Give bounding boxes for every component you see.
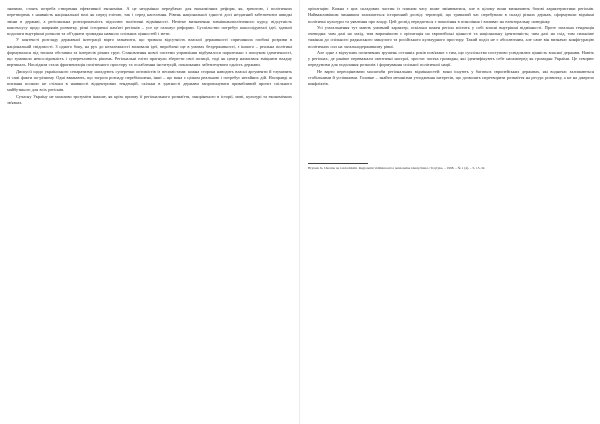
- right-page: [300, 0, 600, 424]
- paragraph: У контексті розгляду державної інтеграції варто зазначити, що тривала відсутність власної державності спричинила глибокі розриви в національній свідомості. З одного боку, на рух до незалежності впливали ідеї, вироблені ще в умовах бездержавності, з іншого – реальна політика формувалася під тиском обставин та інтересів різних груп. Становлення нової системи управління відбувалося паралельно з пошуком ідентичності, що зумовило непослідовність і суперечливість рішень. Регіональні еліти прагнули зберегти свої позиції, тоді як центр намагався зміцнити владну вертикаль. Наслідком стала фрагментація політичного простору та ослаблення інституцій, покликаних забезпечувати єдність держави.: [7, 37, 292, 68]
- paragraph: Дискусії щодо українського сепаратизму нагадують суперечки оптимістів із песимістами: кожна сторона наводить власні аргументи й тлумачить ті самі факти по-різному. Одні вважають, що загроза розпаду перебільшена, інші – що вона є цілком реальною і потребує негайних дій. Насправді ж питання полягає не стільки в наявності відцентрових тенденцій, скільки в здатності держави запропонувати привабливий проєкт спільного майбутнього для всіх регіонів.: [7, 68, 292, 93]
- footnote: Hrytsak Ja. Ukraina na rozdorizhzhi. Regionalni vidminnosti ta natsionalna identychnist // Krytyka. – 1998. – № 1 (4). – S. 13–32.: [308, 166, 486, 171]
- paragraph: значимо, стоять потреба створення ефективної економіки. А це неодмінно передбачає для економічних реформ, як, зрештою, і політичних перетворень є наявність національної волі як перед елітою, так і серед населення. Рівень національної єдності досі нездатний забезпечити швидкі зміни в державі, а регіональна розпорошеність підсилює політичні відмінності. Нечітке визначення зовнішньополітичного курсу, відсутність консенсусу щодо напрямів розвитку, різні історичні пам'яті регіонів – усе це гальмує реформи. Суспільство потребує консолідуючої ідеї, здатної подолати внутрішні розколи та об'єднати громадян навколо спільних цінностей і мети.: [7, 6, 292, 36]
- footnote-rule: [308, 163, 368, 164]
- paragraph: Усі узагальнення тут мають умовний характер, оскільки кожен регіон містить у собі власні внутрішні відмінності. Проте загальна тенденція очевидна: чим далі на захід, тим виразнішою є орієнтація на європейські цінності та національну ідентичність; чим далі на схід, тим сильніше тяжіння до спільного радянського минулого та російського культурного простору. Такий поділ не є абсолютним, але саме він визначає конфігурацію політичних сил на загальнодержавному рівні.: [308, 24, 594, 49]
- paragraph: Сучасну Україну не можливо зрозуміти інакше, як крізь призму її регіонального розмаїття, закоріненого в історії, мові, культурі та економічних зв'язках.: [7, 93, 292, 105]
- paragraph: Але одне з відчутних позитивних зрушень останніх років пов'язане з тим, що суспільство поступово усвідомлює цінність власної держави. Навіть у регіонах, де раніше переважали скептичні настрої, зростає частка громадян, які ідентифікують себе насамперед як громадян України. Це створює передумови для подолання розколів і формування спільної політичної нації.: [308, 49, 594, 68]
- paragraph: Не варто переоцінювати масштаби регіональних відмінностей: вони існують у багатьох європейських державах, які водночас залишаються стабільними й успішними. Головне – знайти механізми узгодження інтересів, що дозволять перетворити розмаїття на ресурс розвитку, а не на джерело конфліктів.: [308, 68, 594, 86]
- paragraph: орієнтацію. Кожна з цих складових частин із плином часу може змінюватися, але в цілому вони визначають базові характеристики регіонів. Найважливішим чинником залишається історичний досвід: території, що тривалий час перебували в складі різних держав, сформували відмінні політичні культури та уявлення про владу. Цей досвід передається з покоління в покоління і впливає на електоральну поведінку.: [308, 6, 594, 24]
